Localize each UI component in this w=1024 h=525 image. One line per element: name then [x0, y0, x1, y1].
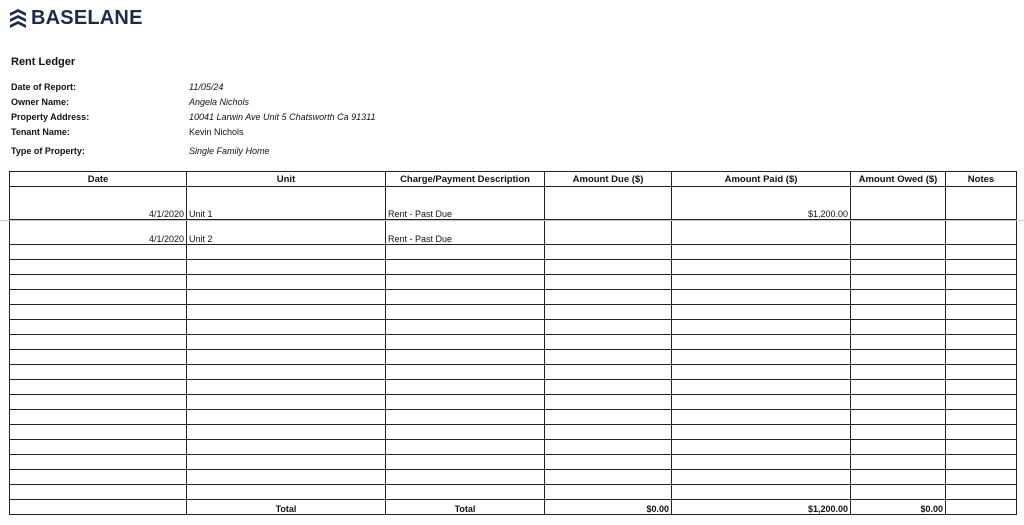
cell-date: [10, 395, 187, 410]
tenant-name-value: Kevin Nichols: [189, 127, 244, 137]
cell-amount-due: [545, 455, 672, 470]
table-row: [10, 260, 1017, 275]
cell-notes: [946, 320, 1017, 335]
cell-unit: [187, 365, 386, 380]
header-amount-paid: Amount Paid ($): [672, 172, 851, 187]
total-unit-label: Total: [187, 500, 386, 515]
table-header-row: [10, 172, 1017, 187]
cell-amount-paid: [672, 220, 851, 245]
cell-amount-paid: [672, 320, 851, 335]
cell-notes: [946, 425, 1017, 440]
cell-unit: [187, 245, 386, 260]
cell-amount-owed: [851, 425, 946, 440]
cell-amount-due: [545, 350, 672, 365]
rent-ledger-table: [9, 171, 1017, 515]
cell-unit: [187, 275, 386, 290]
cell-date: [10, 245, 187, 260]
total-date-cell: [10, 500, 187, 515]
table-row: [10, 335, 1017, 350]
table-row: [10, 455, 1017, 470]
cell-unit: [187, 320, 386, 335]
cell-amount-paid: [672, 350, 851, 365]
cell-notes: [946, 187, 1017, 220]
cell-amount-due: [545, 305, 672, 320]
cell-amount-paid: [672, 425, 851, 440]
table-row: [10, 425, 1017, 440]
cell-description: [386, 365, 545, 380]
cell-unit: [187, 470, 386, 485]
cell-description: [386, 425, 545, 440]
cell-unit: [187, 455, 386, 470]
cell-amount-due: [545, 320, 672, 335]
report-title: Rent Ledger: [11, 56, 76, 68]
cell-date: [10, 260, 187, 275]
cell-amount-owed: [851, 485, 946, 500]
cell-amount-due: [545, 245, 672, 260]
table-row: [10, 470, 1017, 485]
cell-description: [386, 275, 545, 290]
total-amount-owed: $0.00: [851, 500, 946, 515]
cell-unit: Unit 1: [187, 187, 386, 220]
cell-notes: [946, 260, 1017, 275]
cell-description: [386, 410, 545, 425]
cell-amount-owed: [851, 380, 946, 395]
table-row: [10, 290, 1017, 305]
cell-amount-due: [545, 410, 672, 425]
cell-notes: [946, 350, 1017, 365]
cell-amount-paid: [672, 470, 851, 485]
cell-date: [10, 470, 187, 485]
property-address-label: Property Address:: [11, 112, 90, 122]
cell-date: [10, 440, 187, 455]
cell-amount-owed: [851, 187, 946, 220]
cell-amount-paid: [672, 365, 851, 380]
cell-amount-owed: [851, 350, 946, 365]
cell-amount-owed: [851, 290, 946, 305]
cell-amount-due: [545, 440, 672, 455]
cell-notes: [946, 275, 1017, 290]
cell-date: [10, 365, 187, 380]
table-row: [10, 275, 1017, 290]
cell-unit: [187, 335, 386, 350]
total-amount-paid: $1,200.00: [672, 500, 851, 515]
header-notes: Notes: [946, 172, 1017, 187]
cell-amount-due: [545, 380, 672, 395]
cell-date: [10, 485, 187, 500]
cell-notes: [946, 485, 1017, 500]
cell-amount-owed: [851, 440, 946, 455]
cell-amount-owed: [851, 455, 946, 470]
cell-notes: [946, 395, 1017, 410]
table-row: [10, 485, 1017, 500]
cell-amount-paid: [672, 440, 851, 455]
header-amount-due: Amount Due ($): [545, 172, 672, 187]
cell-amount-owed: [851, 260, 946, 275]
totals-row: [10, 500, 1017, 515]
date-of-report-label: Date of Report:: [11, 82, 76, 92]
cell-date: [10, 305, 187, 320]
cell-date: [10, 275, 187, 290]
table-row: [10, 410, 1017, 425]
cell-amount-owed: [851, 275, 946, 290]
cell-description: [386, 290, 545, 305]
cell-description: [386, 335, 545, 350]
cell-notes: [946, 470, 1017, 485]
cell-description: Rent - Past Due: [386, 220, 545, 245]
cell-amount-due: [545, 335, 672, 350]
cell-amount-due: [545, 470, 672, 485]
cell-amount-due: [545, 425, 672, 440]
cell-notes: [946, 220, 1017, 245]
cell-date: [10, 335, 187, 350]
cell-notes: [946, 305, 1017, 320]
cell-description: [386, 440, 545, 455]
cell-description: [386, 350, 545, 365]
header-description: Charge/Payment Description: [386, 172, 545, 187]
table-row: [10, 380, 1017, 395]
cell-notes: [946, 380, 1017, 395]
cell-unit: [187, 485, 386, 500]
cell-amount-owed: [851, 335, 946, 350]
header-date: Date: [10, 172, 187, 187]
cell-amount-paid: [672, 305, 851, 320]
total-description-label: Total: [386, 500, 545, 515]
cell-unit: [187, 290, 386, 305]
cell-amount-paid: [672, 275, 851, 290]
type-of-property-label: Type of Property:: [11, 146, 85, 156]
cell-unit: Unit 2: [187, 220, 386, 245]
cell-amount-paid: [672, 455, 851, 470]
cell-unit: [187, 440, 386, 455]
cell-unit: [187, 350, 386, 365]
header-unit: Unit: [187, 172, 386, 187]
cell-date: [10, 380, 187, 395]
date-of-report-value: 11/05/24: [189, 82, 224, 92]
cell-notes: [946, 290, 1017, 305]
cell-amount-owed: [851, 395, 946, 410]
cell-amount-due: [545, 187, 672, 220]
table-row: [10, 365, 1017, 380]
cell-amount-owed: [851, 410, 946, 425]
cell-date: 4/1/2020: [10, 187, 187, 220]
cell-date: [10, 290, 187, 305]
cell-amount-owed: [851, 220, 946, 245]
table-row: [10, 305, 1017, 320]
cell-notes: [946, 245, 1017, 260]
cell-amount-paid: [672, 245, 851, 260]
property-address-value: 10041 Larwin Ave Unit 5 Chatsworth Ca 91311: [189, 112, 376, 122]
cell-amount-due: [545, 395, 672, 410]
table-row: [10, 187, 1017, 220]
cell-description: [386, 395, 545, 410]
cell-amount-paid: $1,200.00: [672, 187, 851, 220]
cell-description: [386, 485, 545, 500]
brand-name: BASELANE: [31, 6, 143, 29]
cell-amount-paid: [672, 485, 851, 500]
cell-amount-paid: [672, 260, 851, 275]
type-of-property-value: Single Family Home: [189, 146, 270, 156]
cell-amount-paid: [672, 410, 851, 425]
owner-name-value: Angela Nichols: [189, 97, 250, 107]
page-break-line: [0, 220, 1024, 221]
cell-notes: [946, 365, 1017, 380]
cell-amount-due: [545, 275, 672, 290]
cell-unit: [187, 260, 386, 275]
baselane-logo: [9, 7, 143, 29]
cell-amount-due: [545, 290, 672, 305]
total-notes-cell: [946, 500, 1017, 515]
cell-unit: [187, 380, 386, 395]
cell-date: [10, 455, 187, 470]
cell-unit: [187, 395, 386, 410]
cell-description: [386, 470, 545, 485]
cell-description: [386, 305, 545, 320]
cell-unit: [187, 305, 386, 320]
cell-unit: [187, 425, 386, 440]
cell-amount-due: [545, 365, 672, 380]
cell-date: [10, 320, 187, 335]
cell-date: 4/1/2020: [10, 220, 187, 245]
cell-amount-owed: [851, 305, 946, 320]
table-row: [10, 320, 1017, 335]
cell-notes: [946, 410, 1017, 425]
cell-description: [386, 260, 545, 275]
cell-amount-paid: [672, 380, 851, 395]
cell-date: [10, 410, 187, 425]
cell-amount-paid: [672, 290, 851, 305]
cell-unit: [187, 410, 386, 425]
cell-amount-due: [545, 260, 672, 275]
baselane-logo-icon: [9, 7, 27, 29]
tenant-name-label: Tenant Name:: [11, 127, 70, 137]
table-row: [10, 245, 1017, 260]
cell-amount-paid: [672, 335, 851, 350]
table-row: [10, 350, 1017, 365]
cell-notes: [946, 440, 1017, 455]
table-row: [10, 440, 1017, 455]
cell-amount-owed: [851, 320, 946, 335]
cell-amount-paid: [672, 395, 851, 410]
cell-description: Rent - Past Due: [386, 187, 545, 220]
cell-description: [386, 380, 545, 395]
cell-description: [386, 455, 545, 470]
cell-amount-due: [545, 220, 672, 245]
cell-amount-owed: [851, 365, 946, 380]
table-row: [10, 220, 1017, 245]
cell-description: [386, 320, 545, 335]
cell-amount-owed: [851, 470, 946, 485]
header-amount-owed: Amount Owed ($): [851, 172, 946, 187]
cell-notes: [946, 455, 1017, 470]
table-row: [10, 395, 1017, 410]
owner-name-label: Owner Name:: [11, 97, 70, 107]
cell-amount-owed: [851, 245, 946, 260]
cell-date: [10, 425, 187, 440]
cell-date: [10, 350, 187, 365]
cell-description: [386, 245, 545, 260]
total-amount-due: $0.00: [545, 500, 672, 515]
cell-notes: [946, 335, 1017, 350]
cell-amount-due: [545, 485, 672, 500]
